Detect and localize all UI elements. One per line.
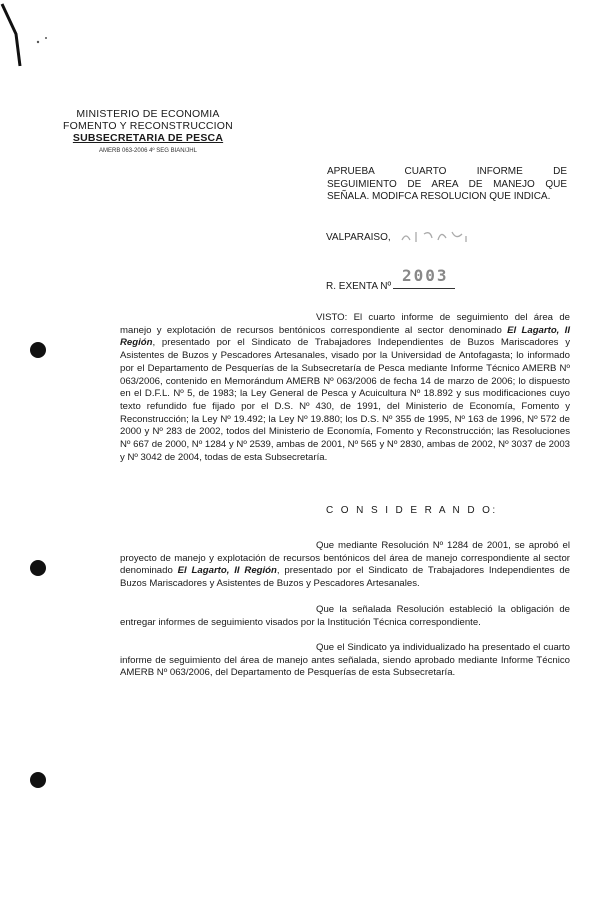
- considerando-2: [120, 604, 570, 629]
- ministry-name-line2: FOMENTO Y RECONSTRUCCION: [63, 120, 233, 132]
- visto-text-2: , presentado por el Sindicato de Trabajadores Independientes de Buzos Mariscadores y Asistentes de Buzos y Pescadores Artesanales, visado por la Universidad de Antofagasta; lo informado por el Departamento de Pesquerías de la Subsecretaría de Pesca mediante Informe Técnico AMERB Nº 063/2006, contenido en Memorándum AMERB Nº 063/2006 de fecha 14 de marzo de 2006; lo dispuesto en el D.F.L. Nº 5, de 1983; la Ley General de Pesca y Acuicultura Nº 18.892 y sus modificaciones cuyo texto refundido fue fijado por el D.S. Nº 430, de 1991, del Ministerio de Economía, Fomento y Reconstrucción; la Ley Nº 19.492; la Ley Nº 19.880; los D.S. Nº 355 de 1995, Nº 163 de 1996, Nº 572 de 2000 y Nº 283 de 2002, todos del Ministerio de Economía, Fomento y Reconstrucción; las Resoluciones Nº 667 de 2000, Nº 1284 y Nº 2539, ambas de 2001, Nº 565 y Nº 2830, ambas de 2002, Nº 3037 de 2003 y Nº 3042 de 2004, todas de esta Subsecretaría.: [120, 337, 570, 463]
- scan-mark: [0, 0, 60, 70]
- considerando-heading: C O N S I D E R A N D O:: [326, 505, 498, 516]
- date-stamp-mark: [398, 226, 478, 246]
- date-stamp: [398, 226, 478, 250]
- letterhead: [58, 108, 238, 157]
- considerando-1-sector: El Lagarto, II Región: [177, 565, 277, 577]
- resolution-number: 2003: [402, 266, 449, 285]
- visto-text-1: El cuarto informe de seguimiento del área de manejo y explotación de recursos bentónicos correspondiente al sector denominado: [120, 312, 570, 336]
- subject-line-1: APRUEBA CUARTO INFORME DE: [327, 166, 567, 177]
- subject-line-2: SEGUIMIENTO DE AREA DE MANEJO QUE: [327, 178, 567, 190]
- considerando-3-text: Que el Sindicato ya individualizado ha presentado el cuarto informe de seguimiento del área de manejo antes señalada, siendo aprobado mediante Informe Técnico AMERB Nº 063/2006, del Departamento de Pesquerías de esta Subsecretaría.: [120, 642, 570, 679]
- resolution-label: R. EXENTA Nº: [326, 281, 392, 292]
- visto-lead: VISTO:: [316, 312, 348, 323]
- considerando-2-text: Que la señalada Resolución estableció la obligación de entregar informes de seguimiento visados por la Institución Técnica correspondiente.: [120, 604, 570, 628]
- visto-paragraph: [120, 312, 570, 464]
- punch-hole: [30, 772, 46, 788]
- visto-sector: El Lagarto, II Región: [120, 324, 570, 349]
- reference-code: AMERB 063-2006 4º SEG BIAN/JHL: [99, 148, 197, 154]
- place-label: VALPARAISO,: [326, 232, 391, 243]
- considerando-1-text-b: , presentado por el Sindicato de Trabajadores Independientes de Buzos Mariscadores y Asistentes de Buzos y Pescadores Artesanales.: [120, 565, 571, 590]
- subject-line-3: SEÑALA. MODIFCA RESOLUCION QUE INDICA.: [327, 191, 551, 202]
- subsecretaria-name: SUBSECRETARIA DE PESCA: [72, 132, 224, 144]
- punch-hole: [30, 560, 46, 576]
- considerando-1-text-a: Que mediante Resolución Nº 1284 de 2001, se aprobó el proyecto de manejo y explotación de recursos bentónicos del área de manejo correspondiente al sector denominado: [120, 540, 570, 577]
- considerando-3: [120, 642, 570, 680]
- resolution-subject: [327, 166, 567, 204]
- punch-hole: [30, 342, 46, 358]
- considerando-1: [120, 540, 570, 591]
- ministry-name: MINISTERIO DE ECONOMIA: [76, 108, 220, 120]
